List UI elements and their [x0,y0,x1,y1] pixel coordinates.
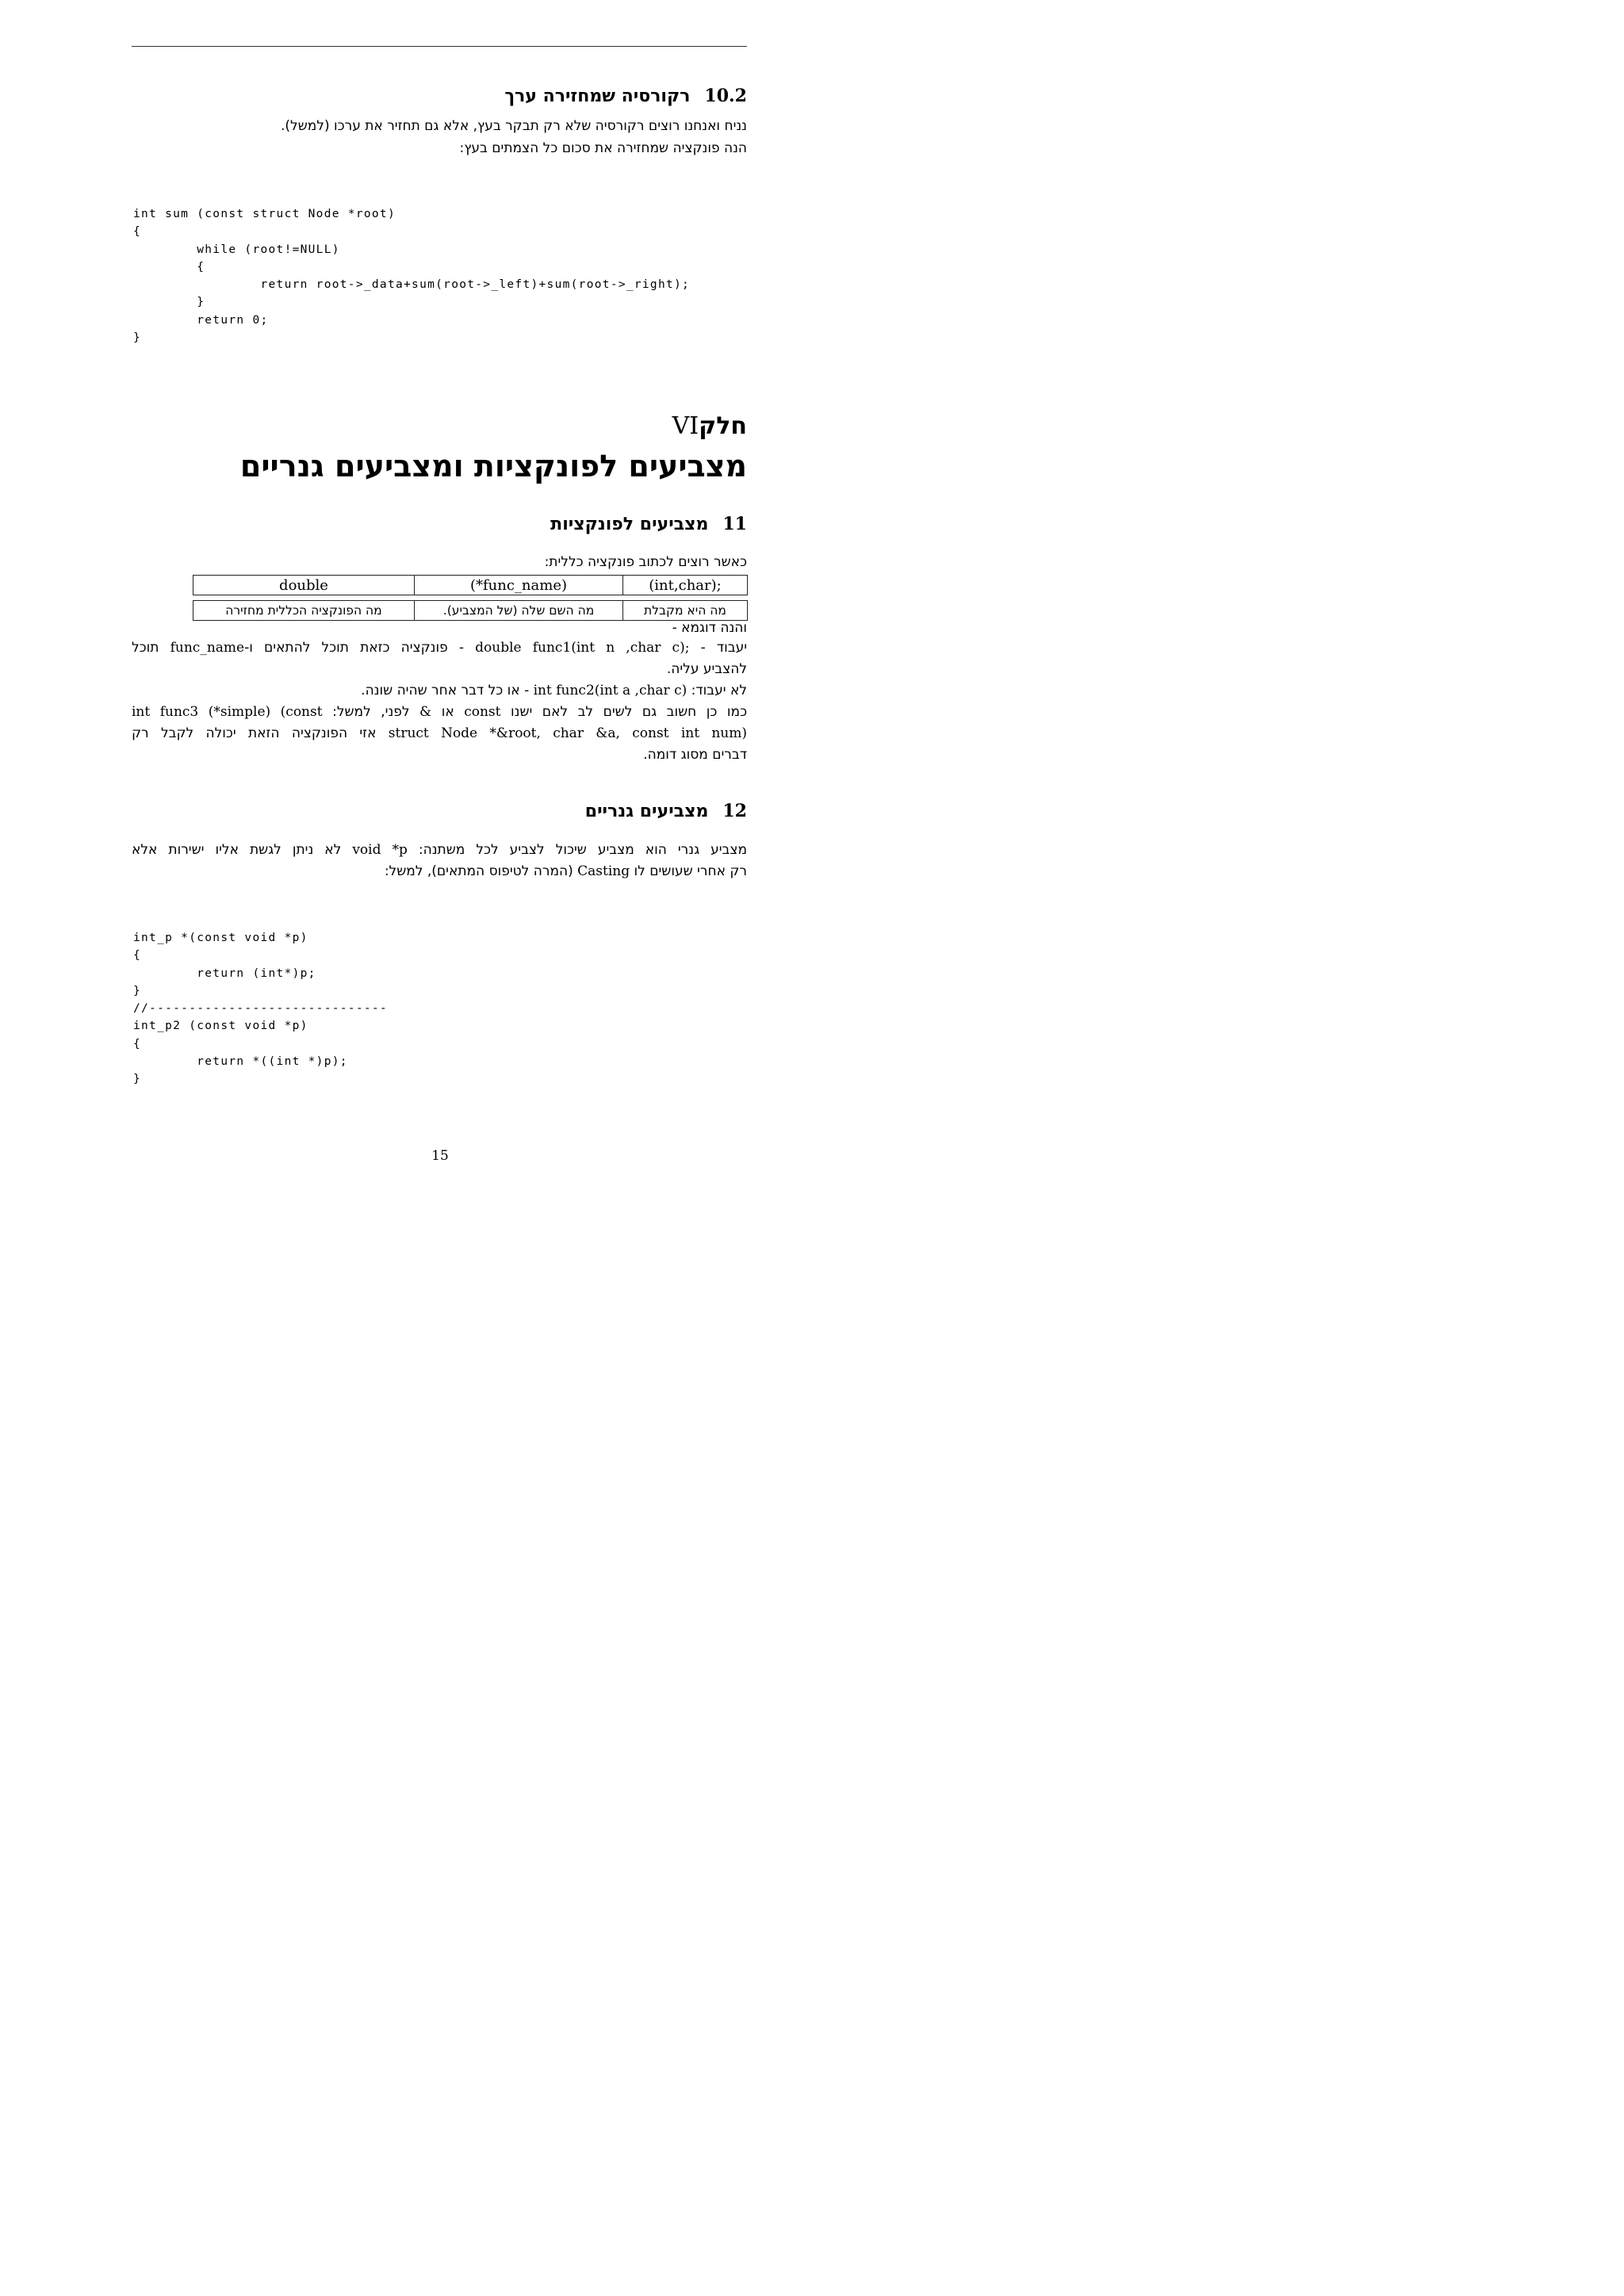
paragraph: כאשר רוצים לכתוב פונקציה כללית: [544,554,747,570]
page-number: 15 [431,1148,449,1164]
not-works-line [361,683,747,698]
code-block-sum: int sum (const struct Node *root) { while (root!=NULL) { return root->_data+sum(root->_left)+sum(root->_right); } return 0; } [133,208,691,345]
text: או [441,704,454,720]
text: רק אחרי שעושים לו [634,863,747,879]
generic-line-2 [385,863,747,879]
paragraph: הנה פונקציה שמחזירה את סכום כל הצמתים בעץ: [459,140,747,156]
table-cell: מה השם שלה (של המצביע). [415,601,623,621]
generic-line-1 [132,842,747,858]
inline-code: double func1(int n ,char c); [475,640,690,656]
section-10-2-heading [504,86,747,106]
section-number: 12 [722,801,747,821]
table-cell: (*func_name) [415,576,623,595]
section-title: מצביעים לפונקציות [550,515,709,534]
inline-code: void *p [352,842,408,858]
text: (המרה לטיפוס המתאים), למשל: [384,863,573,879]
part-title: מצביעים לפונקציות ומצביעים גנריים [239,449,747,484]
inline-code: struct Node *&root, char &a, const int num) [388,725,747,741]
section-11-heading [550,514,747,534]
not-works-text: - או כל דבר אחר שהיה שונה. [361,683,530,698]
table-cell: מה הפונקציה הכללית מחזירה [193,601,415,621]
works-text: - פונקציה כזאת תוכל להתאים ו- [244,640,464,656]
inline-code: func_name [170,640,245,656]
works-line [132,640,747,656]
function-pointer-table-labels [193,600,748,621]
works-line-2: להצביע עליה. [666,661,747,677]
also-line-1 [132,704,747,720]
not-works-label: לא יעבוד: [691,683,747,698]
table-row [193,576,748,595]
part-label [666,412,747,440]
header-rule [132,46,747,47]
works-text: תוכל [132,640,159,656]
works-label: יעבוד - [700,640,748,656]
inline-code: & [419,704,432,720]
code-block-generic: int_p *(const void *p) { return (int*)p; } //------------------------------ int_p2 (const void *p) { return *((int *)p); } [133,932,388,1086]
inline-code: int func2(int a ,char c) [533,683,688,698]
text: לא ניתן לגשת אליו ישירות אלא [132,842,342,858]
text: לפני, למשל: [332,704,410,720]
also-line-3: דברים מסוג דומה. [643,747,747,763]
section-title: מצביעים גנריים [584,802,709,821]
table-cell: (int,char); [623,576,748,595]
example-label: והנה דוגמא - [672,620,747,636]
inline-code: const [464,704,501,720]
function-pointer-table [193,575,748,595]
also-line-2 [132,725,747,741]
part-roman: VI [672,412,699,440]
table-cell: מה היא מקבלת [623,601,748,621]
inline-code: Casting [577,863,630,879]
table-row [193,601,748,621]
part-word: חלק [699,412,747,440]
paragraph: נניח ואנחנו רוצים רקורסיה שלא רק תבקר בעץ, אלא גם תחזיר את ערכו (למשל). [281,118,747,134]
table-cell: double [193,576,415,595]
section-12-heading [585,801,747,821]
section-title: רקורסיה שמחזירה ערך [504,86,691,106]
section-number: 11 [722,514,747,534]
text: כמו כן חשוב גם לשים לב לאם ישנו [511,704,748,720]
text: מצביע גנרי הוא מצביע שיכול לצביע לכל משתנה: [418,842,747,858]
inline-code: int func3 (*simple) (const [132,704,323,720]
text: אזי הפונקציה הזאת יכולה לקבל רק [132,725,377,741]
section-number: 10.2 [704,86,747,106]
